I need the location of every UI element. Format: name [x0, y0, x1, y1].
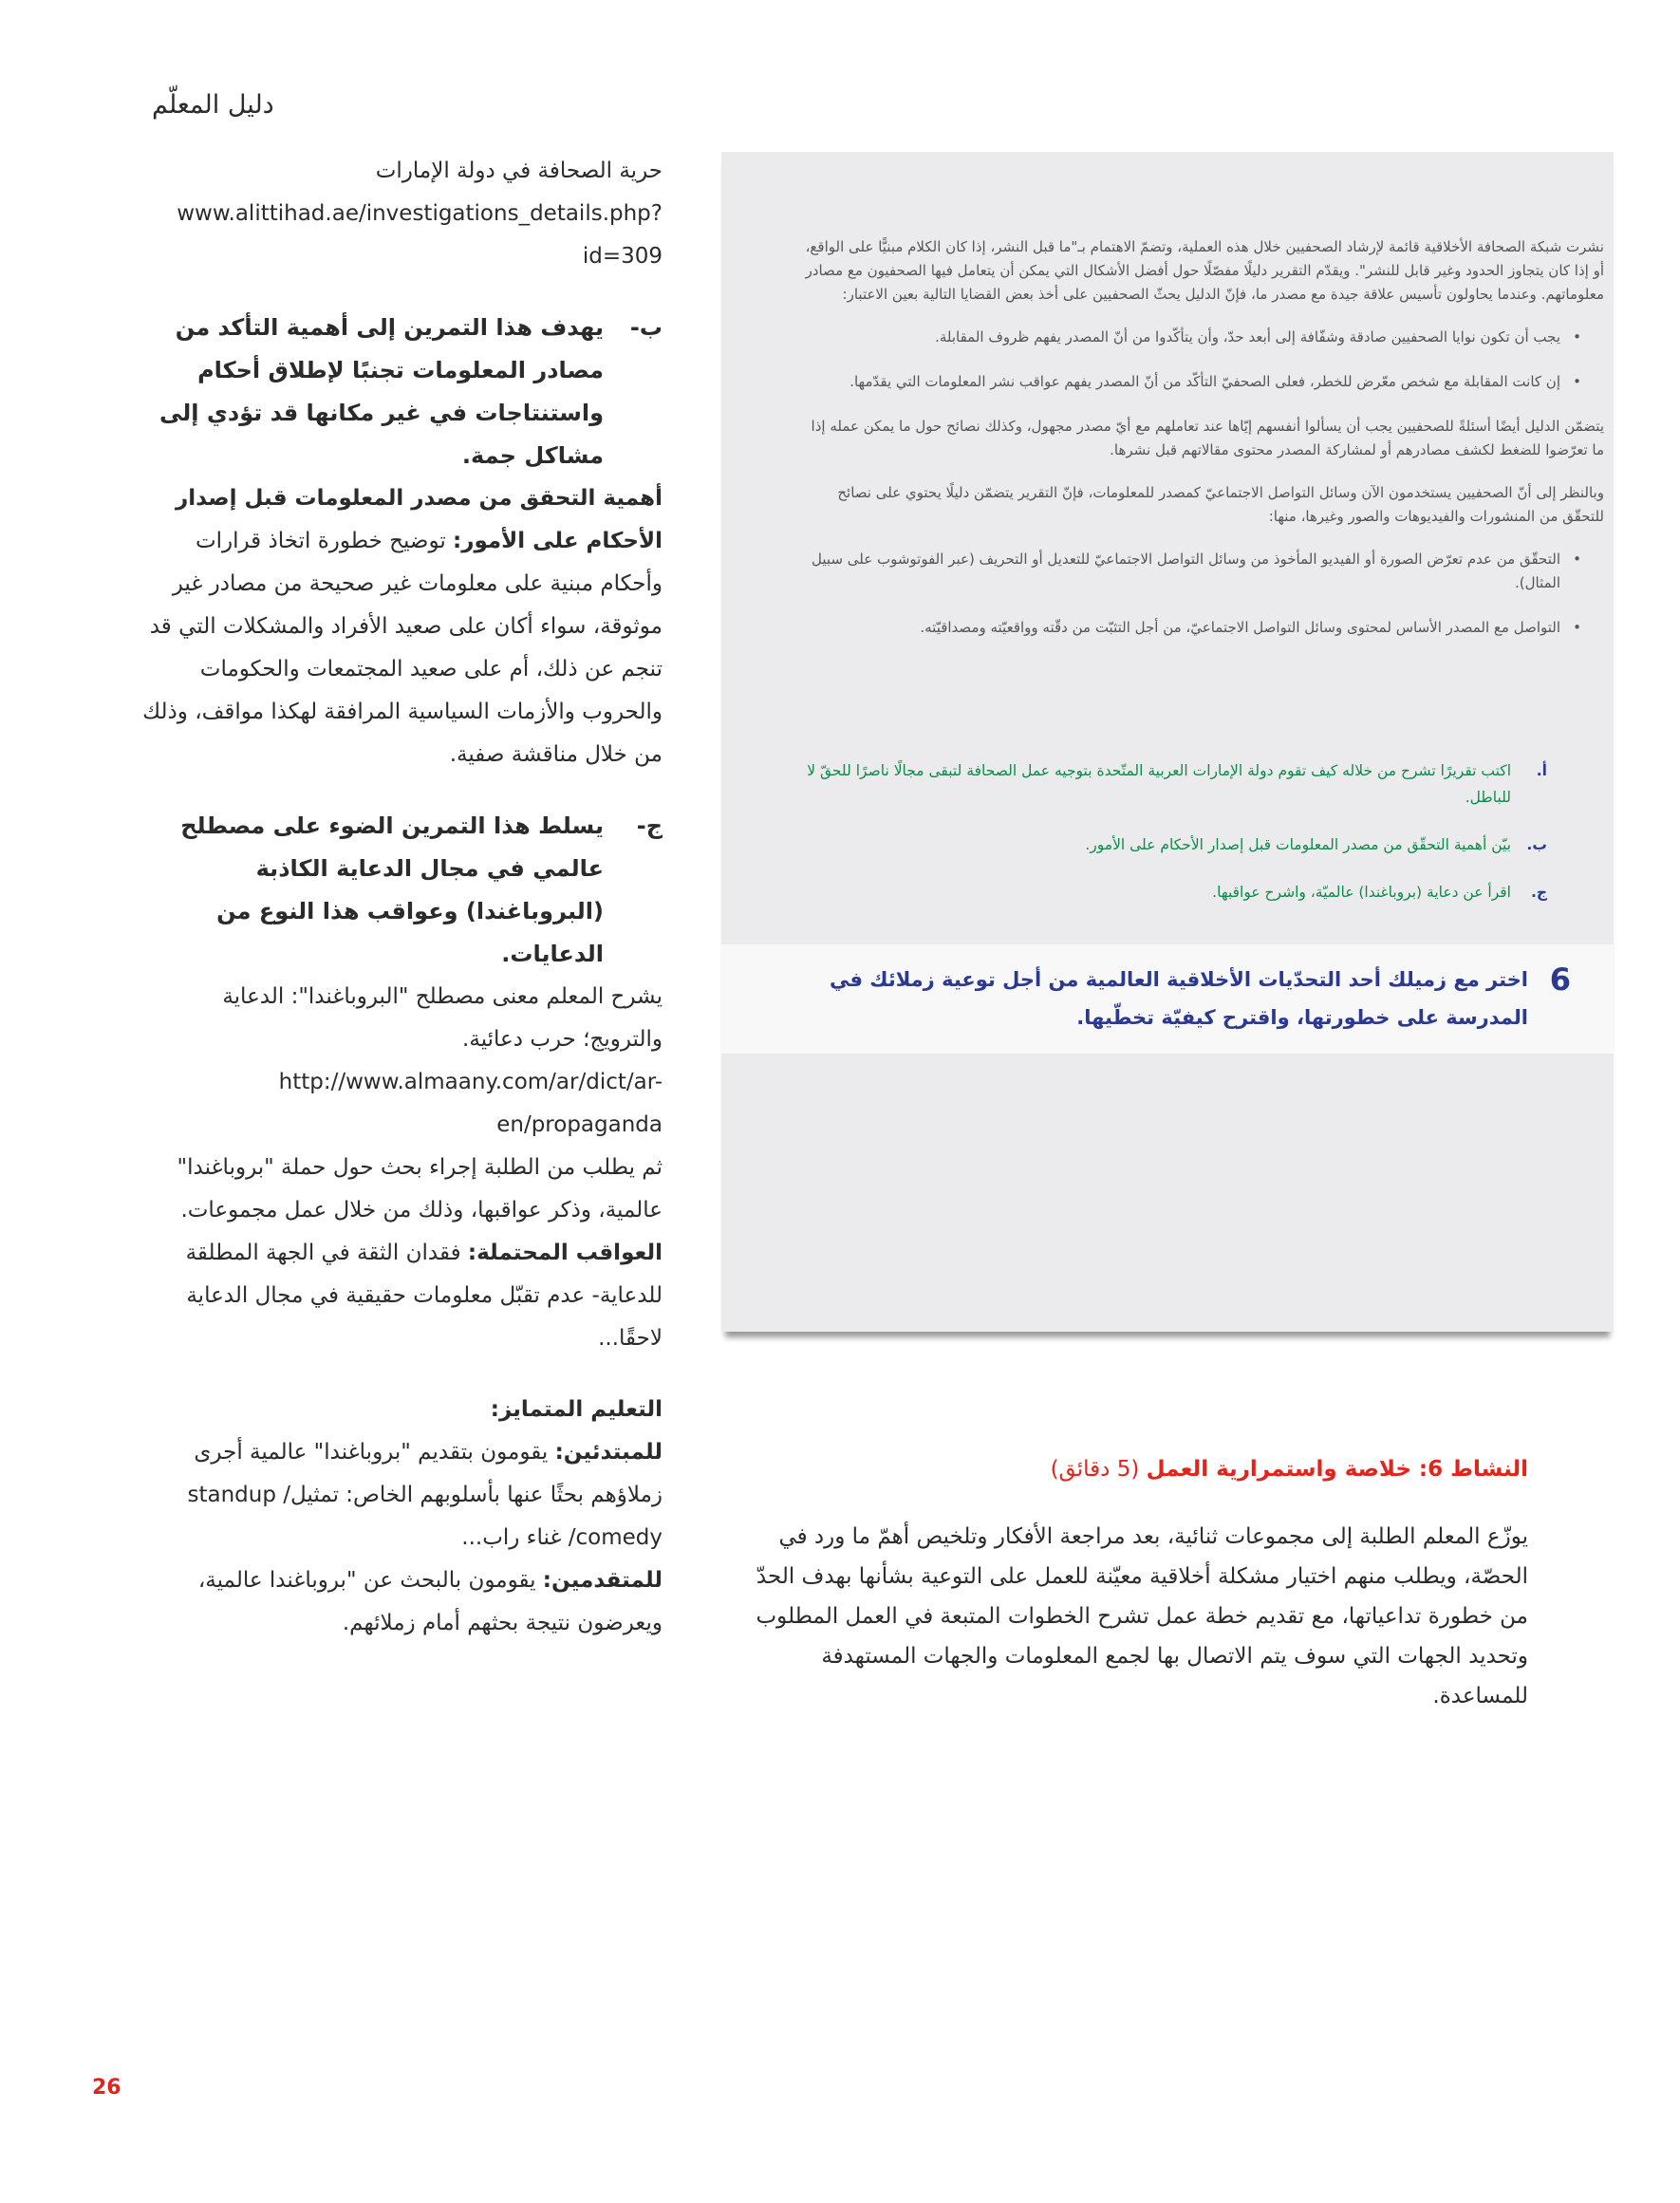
section-c-heading: [142, 805, 663, 976]
header-title: دليل المعلّم: [152, 90, 274, 120]
activity-6-title-text: النشاط 6: خلاصة واستمرارية العمل: [1146, 1457, 1528, 1482]
teacher-notes-column: [142, 150, 663, 1645]
section-b-letter: ب-: [629, 314, 663, 341]
reference-url[interactable]: www.alittihad.ae/investigations_details.php?id=309: [177, 201, 663, 269]
bullet-dot-icon: •: [1573, 373, 1581, 390]
task-text: اقرأ عن دعاية (بروباغندا) عالميّة، واشرح عواقبها.: [1212, 884, 1511, 901]
section-c-body1: يشرح المعلم معنى مصطلح "البروباغندا": الدعاية والترويج؛ حرب دعائية.: [222, 984, 663, 1052]
differentiated-title: التعليم المتمايز:: [490, 1397, 663, 1422]
task-text: اكتب تقريرًا تشرح من خلاله كيف تقوم دولة الإمارات العربية المتّحدة بتوجيه عمل الصحافة لتبقى مجالًا ناصرًا للحقّ لا للباطل.: [807, 762, 1511, 806]
task-item: [797, 757, 1547, 811]
bullet-dot-icon: •: [1573, 619, 1581, 636]
panel-bullet: [797, 616, 1604, 640]
section-c-letter: ج-: [636, 812, 663, 839]
panel-intro: نشرت شبكة الصحافة الأخلاقية قائمة لإرشاد الصحفيين خلال هذه العملية، وتضمّ الاهتمام بـ"ما قبل النشر، إذا كان الكلام مبنيًّا على الواقع، أو إذا كان يتجاوز الحدود وغير قابل للنشر". ويقدّم التقرير دليلًا مفصّلًا حول أفضل الأشكال التي يمكن أن يتعامل فيها الصحفيون مع مصادر معلوماتهم. وعندما يحاولون تأسيس علاقة جيدة مع مصدر ما، فإنّ الدليل يحثّ الصحفيين على أخذ بعض القضايا التالية بعين الاعتبار:: [805, 238, 1604, 303]
task-letter: ب.: [1526, 836, 1547, 853]
activity-6-title: [854, 1457, 1528, 1482]
section-b-body-text: توضيح خطورة اتخاذ قرارات وأحكام مبنية على معلومات غير صحيحة من مصادر غير موثوقة، سواء أكان على صعيد الأفراد والمشكلات التي قد تنجم عن ذلك، أم على صعيد المجتمعات والحكومات والحروب والأزمات السياسية المرافقة لهكذا مواقف، وذلك من خلال مناقشة صفية.: [142, 529, 663, 767]
section-b-subheading: أهمية التحقق من مصدر المعلومات قبل إصدار الأحكام على الأمور:: [176, 486, 663, 553]
section-b-heading-text: يهدف هذا التمرين إلى أهمية التأكد من مصادر المعلومات تجنبًا لإطلاق أحكام واستنتاجات في غير مكانها قد تؤدي إلى مشاكل جمة.: [159, 314, 604, 469]
bullet-dot-icon: •: [1573, 328, 1581, 345]
panel-bullet: [797, 370, 1604, 394]
section-c-body2: ثم يطلب من الطلبة إجراء بحث حول حملة "بروباغندا" عالمية، وذكر عواقبها، وذلك من خلال عمل مجموعات.: [177, 1155, 663, 1223]
advanced-label: للمتقدمين:: [542, 1568, 663, 1593]
consequences-label: العواقب المحتملة:: [467, 1241, 663, 1265]
task-letter: ج.: [1530, 884, 1547, 901]
advanced-text: يقومون بالبحث عن "بروباغندا عالمية، ويعرضون نتيجة بحثهم أمام زملائهم.: [197, 1568, 663, 1635]
bullet-text: التحقّق من عدم تعرّض الصورة أو الفيديو المأخوذ من وسائل التواصل الاجتماعيّ للتعديل أو التحريف (عبر الفوتوشوب على سبيل المثال).: [812, 551, 1560, 591]
question-6-text: اختر مع زميلك أحد التحدّيات الأخلاقية العالمية من أجل توعية زملائك في المدرسة على خطورتها، واقترح كيفيّة تخطّيها.: [829, 968, 1528, 1029]
activity-6-duration: (5 دقائق): [1050, 1457, 1147, 1482]
panel-bullet: [797, 326, 1604, 349]
task-letter: أ.: [1536, 762, 1547, 779]
section-b-body: [142, 477, 663, 776]
task-item: [797, 879, 1547, 905]
page-number: 26: [92, 2076, 121, 2100]
panel-tasks: [797, 757, 1547, 926]
section-c-heading-text: يسلط هذا التمرين الضوء على مصطلح عالمي في مجال الدعاية الكاذبة (البروباغندا) وعواقب هذا النوع من الدعايات.: [180, 812, 604, 967]
beginners-text: يقومون بتقديم "بروباغندا" عالمية أجرى زملاؤهم بحثًا عنها بأسلوبهم الخاص: تمثيل/ standup comedy/ غناء راب...: [187, 1440, 663, 1550]
bullet-dot-icon: •: [1573, 551, 1581, 568]
question-6-number: 6: [1549, 961, 1571, 998]
panel-para3: وبالنظر إلى أنّ الصحفيين يستخدمون الآن وسائل التواصل الاجتماعيّ كمصدر للمعلومات، فإنّ التقرير يتضمّن دليلًا يحتوي على نصائح للتحقّق من المنشورات والفيديوهات والصور وغيرها، منها:: [837, 484, 1604, 525]
section-c-url[interactable]: http://www.almaany.com/ar/dict/ar-en/propaganda: [278, 1070, 663, 1137]
bullet-text: يجب أن تكون نوايا الصحفيين صادقة وشفّافة إلى أبعد حدّ، وأن يتأكّدوا من أنّ المصدر يفهم ظروف المقابلة.: [935, 328, 1560, 345]
panel-bullet: [797, 548, 1604, 595]
reference-title: حرية الصحافة في دولة الإمارات: [375, 159, 663, 183]
section-c-consequences: [142, 1232, 663, 1360]
consequences-text: فقدان الثقة في الجهة المطلقة للدعاية- عدم تقبّل معلومات حقيقية في مجال الدعاية لاحقًا...: [185, 1241, 663, 1351]
panel-para2: يتضمّن الدليل أيضًا أسئلةً للصحفيين يجب أن يسألوا أنفسهم إيّاها عند تعاملهم مع أيّ مصدر مجهول، وكذلك نصائح حول ما يمكن عمله إذا ما تعرّضوا للضغط لكشف مصادرهم أو لمشاركة المصدر محتوى مقالاتهم قبل نشرها.: [811, 418, 1604, 458]
bullet-text: التواصل مع المصدر الأساس لمحتوى وسائل التواصل الاجتماعيّ، من أجل التثبّت من دقّته وواقعيّته ومصداقيّته.: [920, 619, 1560, 636]
activity-6-body: يوزّع المعلم الطلبة إلى مجموعات ثنائية، بعد مراجعة الأفكار وتلخيص أهمّ ما ورد في الحصّة، ويطلب منهم اختيار مشكلة أخلاقية معيّنة للعمل على التوعية بشأنها بهدف الحدّ من خطورة تداعياتها، مع تقديم خطة عمل تشرح الخطوات المتبعة في العمل المطلوب وتحديد الجهات التي سوف يتم الاتصال بها لجمع المعلومات والجهات المستهدفة للمساعدة.: [756, 1524, 1528, 1708]
beginners-label: للمبتدئين:: [554, 1440, 663, 1465]
beginners-paragraph: [142, 1431, 663, 1559]
task-item: [797, 831, 1547, 858]
task-text: بيّن أهمية التحقّق من مصدر المعلومات قبل إصدار الأحكام على الأمور.: [1085, 836, 1511, 853]
section-b-heading: [142, 307, 663, 477]
bullet-text: إن كانت المقابلة مع شخص معّرض للخطر، فعلى الصحفيّ التأكّد من أنّ المصدر يفهم عواقب نشر المعلومات التي يقدّمها.: [849, 373, 1560, 390]
panel-body: [797, 235, 1604, 661]
advanced-paragraph: [142, 1559, 663, 1645]
